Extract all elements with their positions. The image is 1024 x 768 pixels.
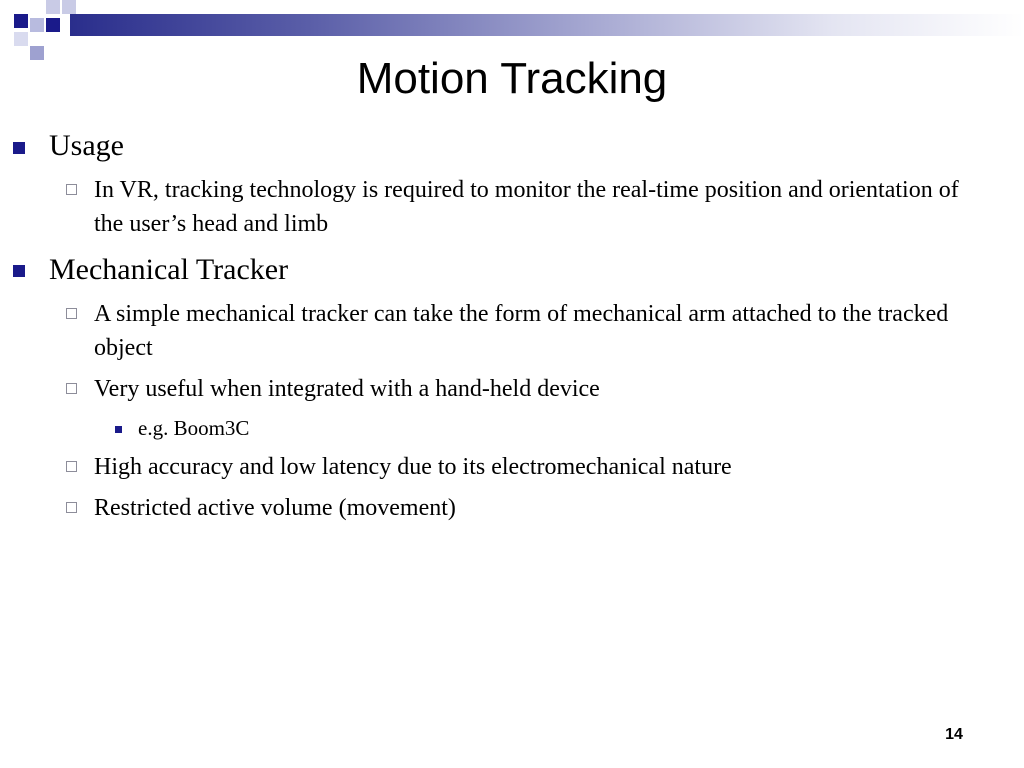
sub-bullet-restricted-volume: Restricted active volume (movement) <box>94 495 456 521</box>
sub-bullet-hand-held: Very useful when integrated with a hand-held device <box>94 376 600 402</box>
sub-bullet-marker <box>66 461 77 472</box>
sub-bullet-marker <box>66 383 77 394</box>
sub-bullet-mechanical-arm: A simple mechanical tracker can take the form of mechanical arm attached to the tracked object <box>94 301 949 361</box>
bullet-marker <box>13 142 25 154</box>
bullet-mechanical-tracker: Mechanical Tracker <box>49 253 289 286</box>
bullet-marker <box>13 265 25 277</box>
sub-sub-bullet-marker <box>115 426 122 433</box>
sub-bullet-marker <box>66 308 77 319</box>
bullet-usage: Usage <box>49 129 124 162</box>
sub-bullet-high-accuracy: High accuracy and low latency due to its electromechanical nature <box>94 454 732 480</box>
sub-bullet-marker <box>66 502 77 513</box>
page-number: 14 <box>945 726 963 743</box>
slide-title: Motion Tracking <box>356 54 668 103</box>
sub-bullet-vr-tracking: In VR, tracking technology is required to monitor the real-time position and orientation of the user’s head and limb <box>94 177 959 237</box>
sub-sub-bullet-boom3c: e.g. Boom3C <box>138 416 250 440</box>
sub-bullet-marker <box>66 184 77 195</box>
